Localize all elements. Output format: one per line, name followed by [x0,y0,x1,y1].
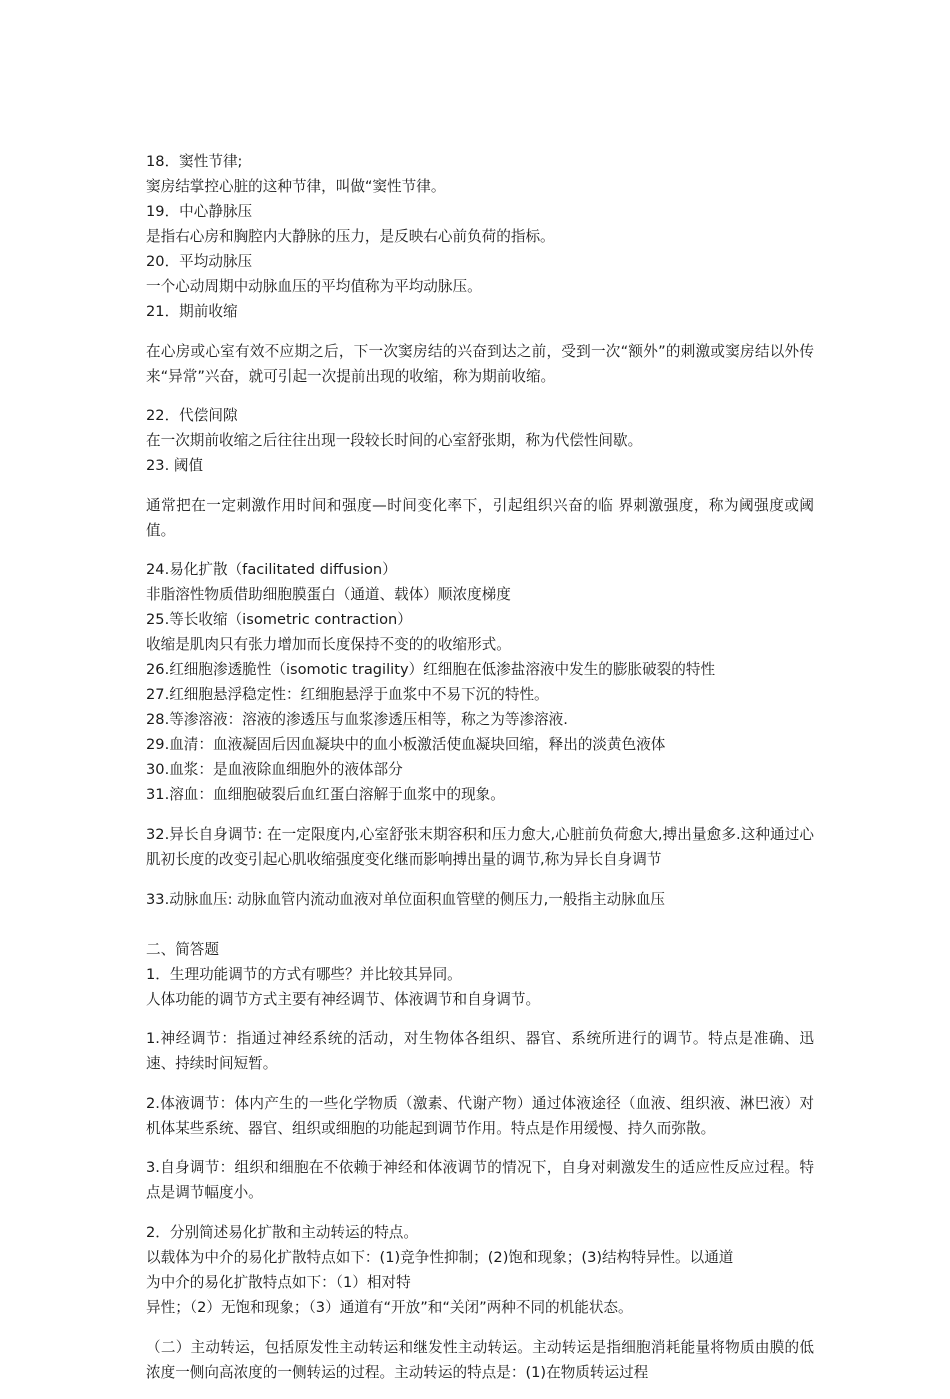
term-line-27: 27.红细胞悬浮稳定性：红细胞悬浮于血浆中不易下沉的特性。 [146,686,549,704]
term-definition-20: 一个心动周期中动脉血压的平均值称为平均动脉压。 [146,278,482,295]
term-definition-21: 在心房或心室有效不应期之后，下一次窦房结的兴奋到达之前，受到一次“额外”的刺激或窦房结以外传来“异常”兴奋，就可引起一次提前出现的收缩，称为期前收缩。 [146,342,814,385]
answer-2-line-2: 为中介的易化扩散特点如下：（1）相对特 [146,1273,411,1291]
term-line-28: 28.等渗溶液：溶液的渗透压与血浆渗透压相等，称之为等渗溶液. [146,711,568,729]
term-definition-19: 是指右心房和胸腔内大静脉的压力，是反映右心前负荷的指标。 [146,228,555,245]
term-definition-25: 收缩是肌肉只有张力增加而长度保持不变的的收缩形式。 [146,636,511,654]
section-title: 二、简答题 [146,940,219,958]
answer-2-paragraph: （二）主动转运，包括原发性主动转运和继发性主动转运。主动转运是指细胞消耗能量将物质由膜的低浓度一侧向高浓度的一侧转运的过程。主动转运的特点是：(1)在物质转运过程 [146,1338,814,1381]
term-paragraph-32: 32.异长自身调节: 在一定限度内,心室舒张末期容积和压力愈大,心脏前负荷愈大,搏出量愈多.这种通过心肌初长度的改变引起心肌收缩强度变化继而影响搏出量的调节,称为异长自身调节 [146,825,814,868]
question-2: 2．分别简述易化扩散和主动转运的特点。 [146,1223,418,1241]
term-line-29: 29.血清：血液凝固后因血凝块中的血小板激活使血凝块回缩，释出的淡黄色液体 [146,736,666,754]
term-line-33: 33.动脉血压: 动脉血管内流动血液对单位面积血管壁的侧压力,一般指主动脉血压 [146,890,666,908]
section-spacer [146,912,814,937]
term-heading-22: 22．代偿间隙 [146,407,238,425]
term-heading-25: 25.等长收缩（isometric contraction） [146,611,412,629]
question-1: 1．生理功能调节的方式有哪些？并比较其异同。 [146,965,462,983]
term-heading-21: 21．期前收缩 [146,303,238,320]
answer-2-line-3: 异性；（2）无饱和现象；（3）通道有“开放”和“关闭”两种不同的机能状态。 [146,1298,633,1316]
term-definition-18: 窦房结掌控心脏的这种节律，叫做“窦性节律。 [146,178,446,195]
answer-1-intro: 人体功能的调节方式主要有神经调节、体液调节和自身调节。 [146,990,541,1008]
answer-2-line-1: 以载体为中介的易化扩散特点如下：(1)竞争性抑制；(2)饱和现象；(3)结构特异性。以通道 [146,1248,734,1266]
term-heading-20: 20．平均动脉压 [146,253,253,270]
answer-1-point-2: 2.体液调节：体内产生的一些化学物质（激素、代谢产物）通过体液途径（血液、组织液、淋巴液）对机体某些系统、器官、组织或细胞的功能起到调节作用。特点是作用缓慢、持久而弥散。 [146,1094,814,1137]
term-heading-23: 23. 阈值 [146,457,204,475]
answer-1-point-1: 1.神经调节：指通过神经系统的活动，对生物体各组织、器官、系统所进行的调节。特点是准确、迅速、持续时间短暂。 [146,1030,814,1073]
term-line-26: 26.红细胞渗透脆性（isomotic tragility）红细胞在低渗盐溶液中发生的膨胀破裂的特性 [146,661,716,679]
term-heading-24: 24.易化扩散（facilitated diffusion） [146,561,397,579]
answer-1-point-3: 3.自身调节：组织和细胞在不依赖于神经和体液调节的情况下，自身对刺激发生的适应性反应过程。特点是调节幅度小。 [146,1159,814,1202]
term-definition-24: 非脂溶性物质借助细胞膜蛋白（通道、载体）顺浓度梯度 [146,586,511,604]
term-line-31: 31.溶血：血细胞破裂后血红蛋白溶解于血浆中的现象。 [146,786,505,804]
term-heading-18: 18．窦性节律; [146,153,243,170]
term-definition-23: 通常把在一定刺激作用时间和强度—时间变化率下，引起组织兴奋的临 界刺激强度，称为阈强度或阈值。 [146,496,814,539]
term-line-30: 30.血浆：是血液除血细胞外的液体部分 [146,761,403,779]
document-content [146,149,814,1399]
term-definition-22: 在一次期前收缩之后往往出现一段较长时间的心室舒张期，称为代偿性间歇。 [146,432,643,450]
term-heading-19: 19．中心静脉压 [146,203,253,220]
